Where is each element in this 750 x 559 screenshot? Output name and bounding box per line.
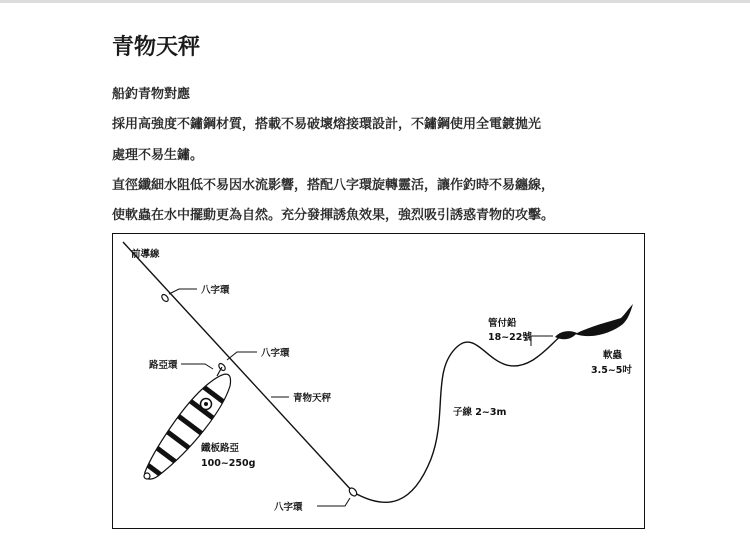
label-worm-name: 軟蟲 xyxy=(603,350,623,361)
description-line-3: 直徑纖細水阻低不易因水流影響，搭配八字環旋轉靈活，讓作釣時不易纏線， xyxy=(112,178,555,193)
label-worm-size: 3.5~5吋 xyxy=(591,365,632,376)
label-sinker-name: 管付鉛 xyxy=(488,318,517,329)
swivel-top-icon xyxy=(161,293,170,302)
label-jig-weight: 100~250g xyxy=(201,458,256,469)
top-divider xyxy=(0,0,750,3)
description-line-4: 使軟蟲在水中擺動更為自然。充分發揮誘魚效果，強烈吸引誘惑青物的攻擊。 xyxy=(112,208,555,223)
label-sub-line: 子線 2~3m xyxy=(453,407,507,418)
label-swivel-mid: 八字環 xyxy=(261,348,290,359)
soft-worm-shape xyxy=(575,304,633,336)
page-title: 青物天秤 xyxy=(112,35,201,60)
sinker-shape xyxy=(555,331,577,339)
rig-diagram xyxy=(112,233,645,529)
label-tenbin: 青物天秤 xyxy=(293,393,332,404)
label-lure-ring: 路亞環 xyxy=(149,360,178,371)
label-jig-name: 鐵板路亞 xyxy=(201,443,240,454)
description-line-1: 採用高強度不鏽鋼材質，搭載不易破壞熔接環設計，不鏽鋼使用全電鍍拋光 xyxy=(112,117,542,132)
section-subtitle: 船釣青物對應 xyxy=(112,87,191,102)
sub-line xyxy=(353,336,561,502)
label-swivel-top: 八字環 xyxy=(201,285,230,296)
label-swivel-bottom: 八字環 xyxy=(274,502,303,513)
label-leader: 前導線 xyxy=(131,249,160,260)
rig-diagram-drawing xyxy=(113,234,646,530)
label-sinker-weight: 18~22號 xyxy=(488,332,532,343)
description-line-2: 處理不易生鏽。 xyxy=(112,148,204,163)
